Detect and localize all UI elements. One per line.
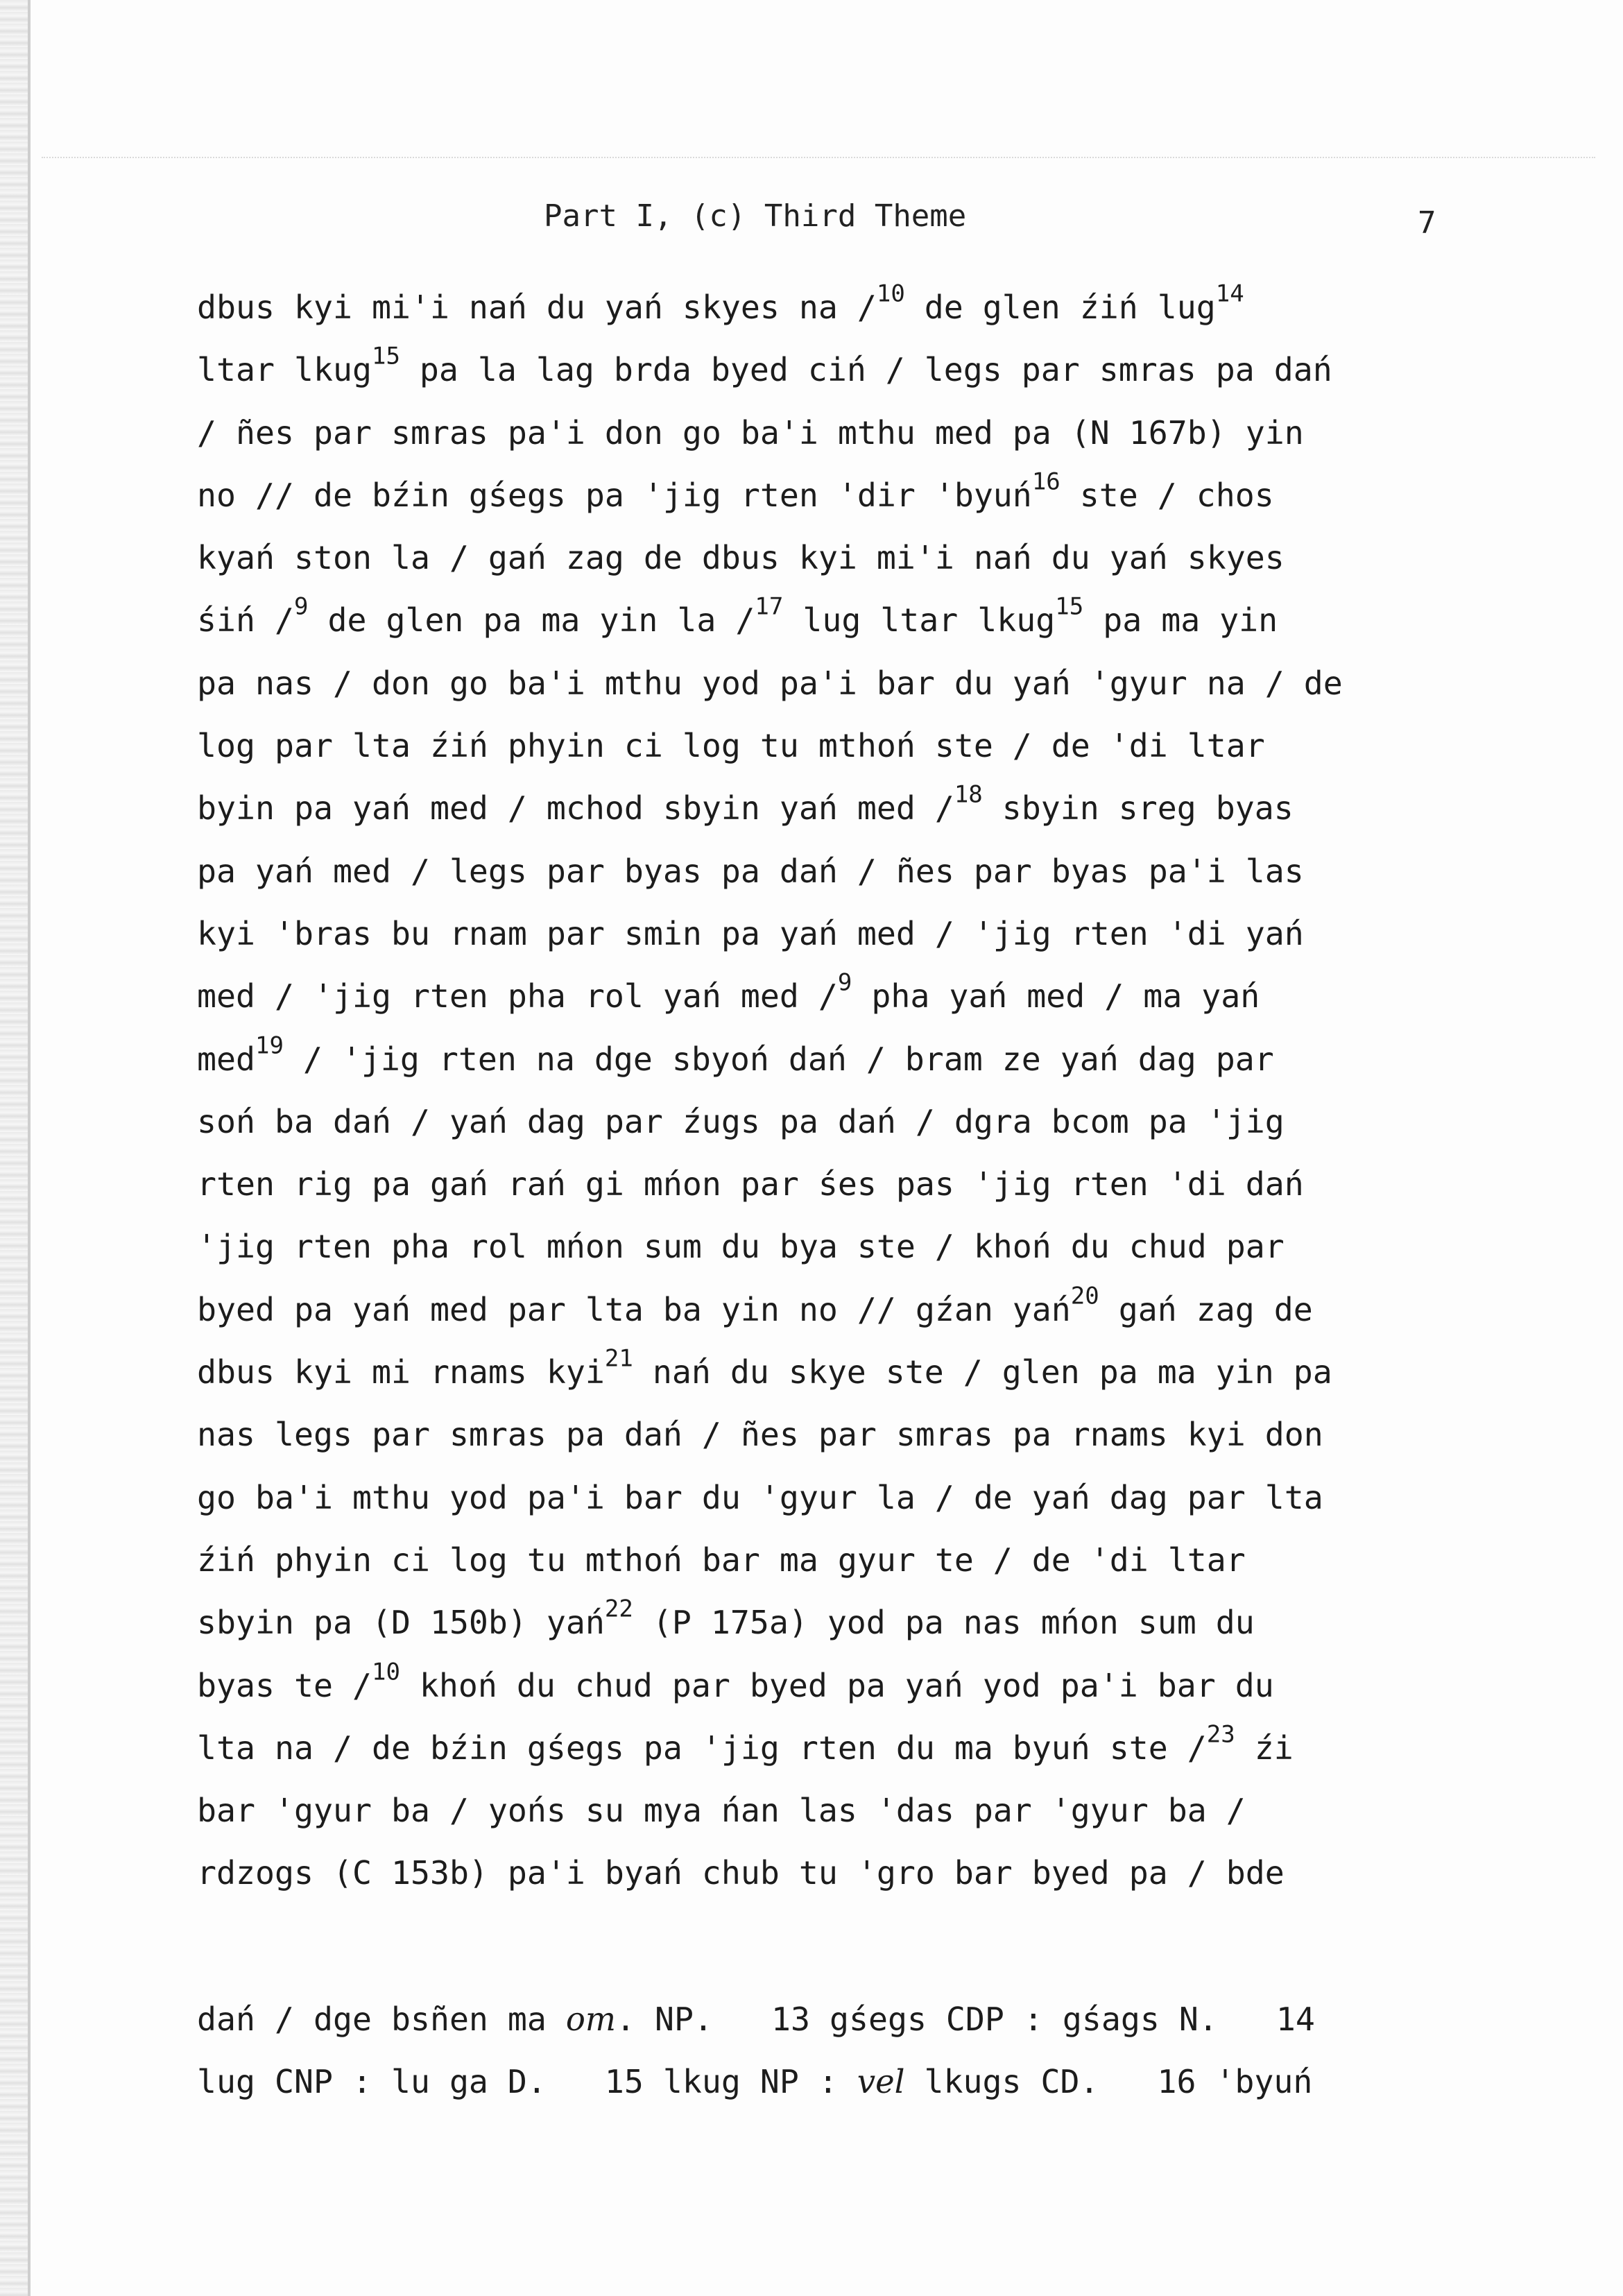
text-run: rdzogs (C 153b) pa'i byań chub tu 'gro bar byed pa / bde [197, 1854, 1285, 1892]
text-run: (P 175a) yod pa nas mńon sum du [633, 1604, 1255, 1642]
text-line [197, 1466, 1577, 1529]
text-line [197, 777, 1577, 839]
text-line [197, 902, 1577, 965]
text-run: soń ba dań / yań dag par źugs pa dań / dgra bcom pa 'jig [197, 1102, 1285, 1140]
text-run: ltar lkug [197, 351, 372, 389]
text-run: byed pa yań med par lta ba yin no // gźan yań [197, 1290, 1071, 1328]
text-run: sbyin sreg byas [982, 789, 1294, 828]
text-line [197, 464, 1577, 526]
page-number: 7 [1418, 205, 1436, 241]
text-run: pa la lag brda byed ciń / legs par smras pa dań [400, 351, 1332, 389]
text-run: de glen pa ma yin la / [308, 601, 755, 640]
text-line [197, 1278, 1577, 1341]
text-run: pa yań med / legs par byas pa dań / ñes par byas pa'i las [197, 852, 1304, 890]
text-run: lug ltar lkug [783, 601, 1056, 640]
text-run: nas legs par smras pa dań / ñes par smras pa rnams kyi don [197, 1416, 1323, 1454]
text-run: byas te / [197, 1666, 372, 1704]
footnote-marker: 20 [1070, 1282, 1099, 1310]
text-line [197, 652, 1577, 714]
footnote-marker: 10 [876, 280, 905, 308]
binding-edge [0, 0, 28, 2296]
text-line [197, 1090, 1577, 1153]
text-run: dbus kyi mi rnams kyi [197, 1353, 605, 1391]
footnote-marker: 14 [1215, 280, 1244, 308]
footnote-italic: vel [857, 2063, 905, 2100]
footnote-marker: 17 [755, 593, 784, 622]
text-run: kyań ston la / gań zag de dbus kyi mi'i nań du yań skyes [197, 539, 1285, 577]
text-run: / 'jig rten na dge sbyoń dań / bram ze yań dag par [283, 1040, 1274, 1078]
text-line [197, 1529, 1577, 1591]
text-run: bar 'gyur ba / yońs su mya ńan las 'das par 'gyur ba / [197, 1792, 1246, 1830]
text-line [197, 276, 1577, 339]
text-run: kyi 'bras bu rnam par smin pa yań med / 'jig rten 'di yań [197, 914, 1304, 952]
text-line [197, 1215, 1577, 1278]
text-run: go ba'i mthu yod pa'i bar du 'gyur la / de yań dag par lta [197, 1478, 1323, 1516]
text-line [197, 339, 1577, 401]
text-line [197, 1591, 1577, 1654]
footnote-marker: 23 [1206, 1720, 1235, 1749]
text-run: rten rig pa gań rań gi mńon par śes pas 'jig rten 'di dań [197, 1165, 1304, 1203]
footnote-marker: 22 [604, 1595, 633, 1623]
footnote-marker: 19 [255, 1031, 284, 1060]
text-run: ste / chos [1060, 476, 1274, 514]
footnote-marker: 9 [293, 593, 309, 622]
running-header [0, 198, 1623, 247]
text-line [197, 589, 1577, 651]
text-line [197, 526, 1577, 589]
text-line [197, 402, 1577, 464]
text-run: no // de bźin gśegs pa 'jig rten 'dir 'byuń [197, 476, 1032, 514]
text-run: byin pa yań med / mchod sbyin yań med / [197, 789, 954, 828]
text-line [197, 1403, 1577, 1466]
text-run: / ñes par smras pa'i don go ba'i mthu med pa (N 167b) yin [197, 413, 1304, 452]
footnote-text: lug CNP : lu ga D. 15 lkug NP : [197, 2063, 857, 2100]
text-run: śiń / [197, 601, 294, 640]
text-run: de glen źiń lug [904, 289, 1216, 326]
footnote-marker: 18 [954, 780, 983, 809]
text-line [197, 1341, 1577, 1403]
text-run: med / 'jig rten pha rol yań med / [197, 977, 838, 1016]
text-line [197, 840, 1577, 902]
footnote-marker: 21 [604, 1344, 633, 1373]
text-line [197, 1717, 1577, 1779]
text-run: sbyin pa (D 150b) yań [197, 1604, 605, 1642]
footnote-marker: 15 [1055, 593, 1084, 622]
text-line [197, 1654, 1577, 1717]
text-line [197, 1842, 1577, 1904]
main-text [197, 276, 1577, 1905]
text-run: 'jig rten pha rol mńon sum du bya ste / khoń du chud par [197, 1228, 1285, 1266]
text-run: pa nas / don go ba'i mthu yod pa'i bar du yań 'gyur na / de [197, 664, 1343, 702]
footnote-italic: om [565, 2001, 617, 2038]
footnote-marker: 9 [837, 968, 852, 997]
text-line [197, 965, 1577, 1027]
text-run: dbus kyi mi'i nań du yań skyes na / [197, 289, 877, 326]
text-run: pha yań med / ma yań [852, 977, 1260, 1016]
binding-line [28, 0, 31, 2296]
text-run: nań du skye ste / glen pa ma yin pa [633, 1353, 1332, 1391]
text-line [197, 1779, 1577, 1842]
footnote-text: dań / dge bsñen ma [197, 2001, 566, 2038]
text-run: gań zag de [1099, 1290, 1313, 1328]
text-run: źiń phyin ci log tu mthoń bar ma gyur te / de 'di ltar [197, 1541, 1246, 1579]
text-line [197, 1028, 1577, 1090]
footnote-line [197, 1988, 1577, 2050]
text-run: lta na / de bźin gśegs pa 'jig rten du ma byuń ste / [197, 1729, 1207, 1767]
text-line [197, 714, 1577, 777]
text-run: pa ma yin [1083, 601, 1278, 640]
footnote-marker: 10 [371, 1658, 400, 1686]
footnote-marker: 16 [1031, 468, 1060, 496]
scan-rule [42, 157, 1595, 158]
footnotes [197, 1988, 1577, 2113]
header-title: Part I, (c) Third Theme [544, 198, 967, 234]
footnote-marker: 15 [371, 342, 400, 370]
text-run: khoń du chud par byed pa yań yod pa'i bar du [400, 1666, 1274, 1704]
footnote-text: lkugs CD. 16 'byuń [904, 2063, 1313, 2100]
text-run: med [197, 1040, 255, 1078]
text-run: log par lta źiń phyin ci log tu mthoń ste / de 'di ltar [197, 727, 1265, 765]
footnote-text: . NP. 13 gśegs CDP : gśags N. 14 [616, 2001, 1315, 2038]
footnote-line [197, 2050, 1577, 2113]
text-line [197, 1153, 1577, 1215]
text-run: źi [1235, 1729, 1294, 1767]
